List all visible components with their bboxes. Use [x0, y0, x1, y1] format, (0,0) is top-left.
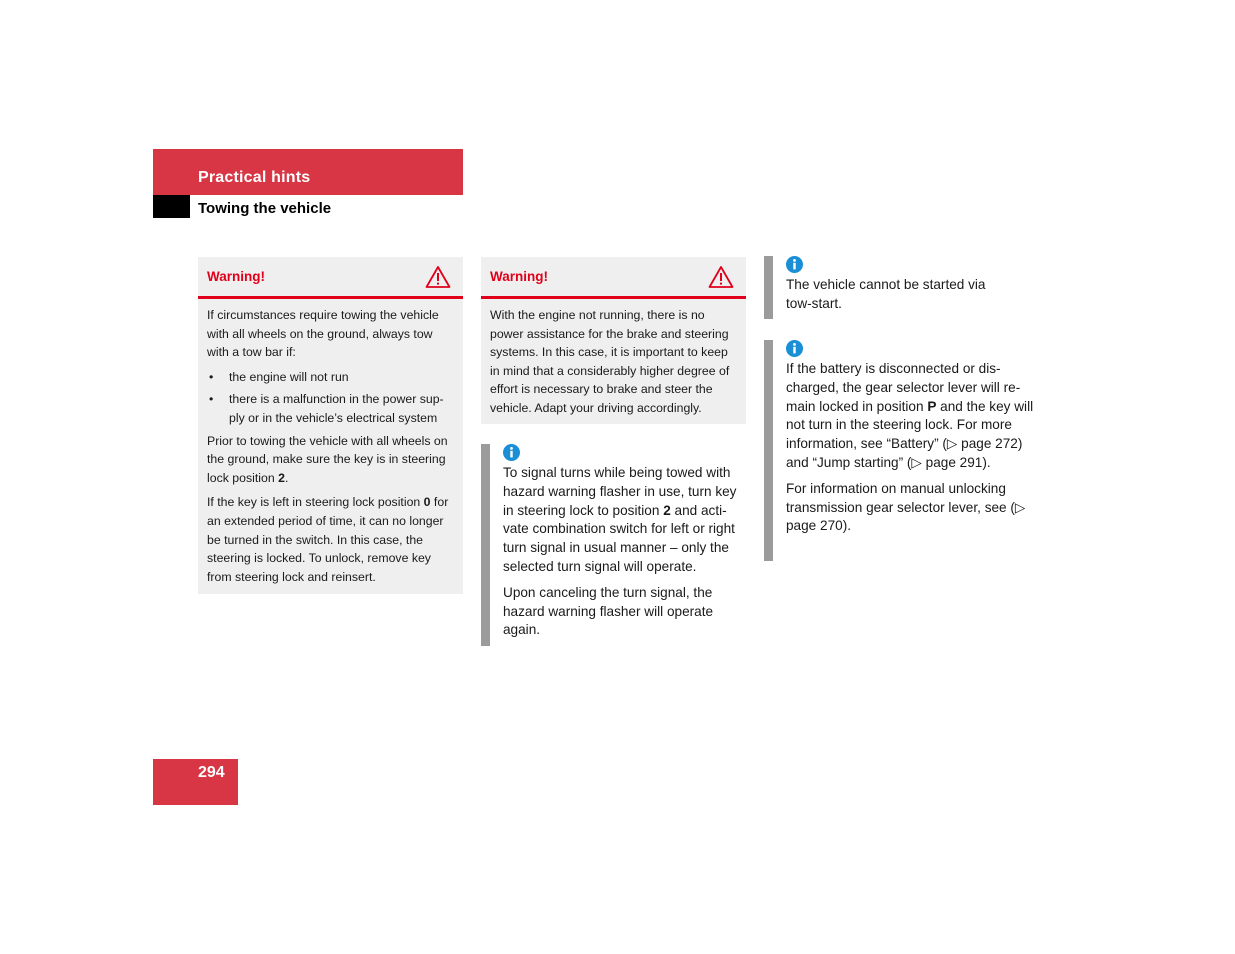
info-body — [786, 276, 1034, 314]
info-icon — [786, 256, 803, 273]
info-paragraph: The vehicle cannot be started via tow-start. — [786, 277, 986, 311]
warning-label: Warning! — [207, 269, 265, 284]
warning-paragraph: With the engine not running, there is no power assistance for the brake and steering systems. In this case, it is important to keep in mind that a considerably higher degree of effort is necessary to brake and steer the vehicle. Adapt your driving accordingly. — [490, 308, 730, 415]
warning-paragraph: If the key is left in steering lock position 0 for an extended period of time, it can no longer be turned in the switch. In this case, the steering is locked. To unlock, remove key from steering lock and reinsert. — [207, 495, 449, 584]
subsection-marker — [153, 195, 190, 218]
warning-header — [481, 257, 746, 299]
subsection-title: Towing the vehicle — [198, 200, 332, 217]
info-icon — [786, 340, 803, 357]
page-number-bar — [153, 759, 238, 805]
info-paragraph: To signal turns while being towed with hazard warning flasher in use, turn key in steering lock to position 2 and acti-vate combination switch for left or right turn signal in usual manner – only the selected turn signal will operate. — [503, 465, 737, 574]
info-icon — [503, 444, 520, 461]
list-item: • the engine will not run — [207, 368, 454, 387]
info-body — [786, 360, 1034, 536]
page-number: 294 — [198, 764, 225, 781]
warning-box-towing — [198, 257, 463, 594]
warning-body — [481, 299, 746, 432]
warning-header — [198, 257, 463, 299]
section-title: Practical hints — [198, 169, 311, 186]
info-paragraph: For information on manual unlocking transmission gear selector lever, see (▷ page 270). — [786, 480, 1026, 534]
info-body — [503, 464, 746, 640]
warning-label: Warning! — [490, 269, 548, 284]
info-paragraph: Upon canceling the turn signal, the hazard warning flasher will operate again. — [503, 584, 714, 638]
warning-paragraph: Prior to towing the vehicle with all wheels on the ground, make sure the key is in steering lock position 2. — [207, 433, 448, 485]
info-box-battery — [764, 340, 1034, 561]
warning-triangle-icon — [708, 265, 734, 289]
list-item: • there is a malfunction in the power sup-ply or in the vehicle’s electrical system — [207, 390, 454, 427]
warning-body — [198, 299, 463, 600]
warning-bullet-list — [207, 368, 454, 428]
info-box-turn-signals — [481, 444, 746, 646]
warning-paragraph: If circumstances require towing the vehicle with all wheels on the ground, always tow with a tow bar if: — [207, 308, 439, 360]
warning-triangle-icon — [425, 265, 451, 289]
warning-box-power-assist — [481, 257, 746, 424]
info-paragraph: If the battery is disconnected or dis-charged, the gear selector lever will re-main locked in position P and the key will not turn in the steering lock. For more information, see “Battery” (▷ page 272) and “Jump starting” (▷ page 291). — [786, 361, 1034, 470]
info-box-tow-start — [764, 256, 1034, 319]
